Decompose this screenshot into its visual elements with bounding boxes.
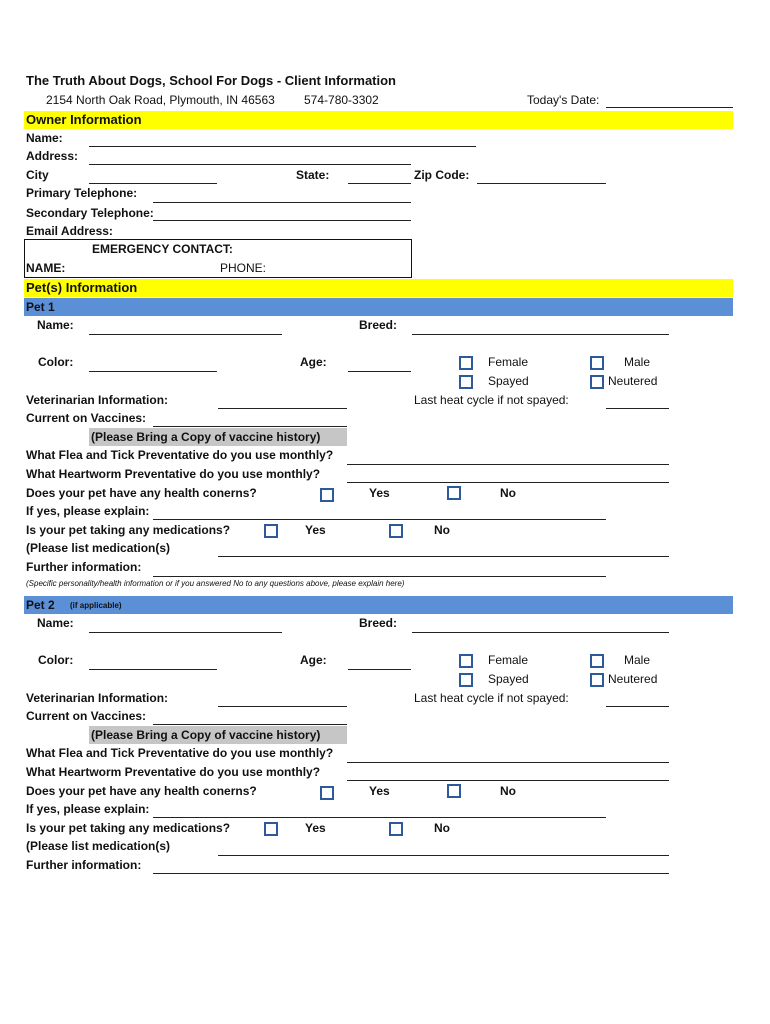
pet2-spayed-label: Spayed: [488, 672, 529, 686]
pet1-further-field[interactable]: [153, 576, 606, 577]
pet2-male-checkbox[interactable]: [590, 654, 604, 668]
pet2-header: [24, 596, 733, 614]
pet1-explain-field[interactable]: [153, 519, 606, 520]
pet1-color-field[interactable]: [89, 371, 217, 372]
pet2-title: Pet 2: [26, 598, 55, 612]
pet2-color-label: Color:: [38, 653, 74, 667]
owner-address-field[interactable]: [89, 164, 411, 165]
pet1-vaccines-field[interactable]: [153, 426, 347, 427]
pet1-name-label: Name:: [37, 318, 74, 332]
pet1-heartworm-field[interactable]: [347, 482, 669, 483]
pet2-meds-yes-label: Yes: [305, 821, 326, 835]
pet2-female-checkbox[interactable]: [459, 654, 473, 668]
pet1-male-checkbox[interactable]: [590, 356, 604, 370]
owner-zip-label: Zip Code:: [414, 168, 470, 182]
pet2-vet-label: Veterinarian Information:: [26, 691, 169, 705]
emergency-name-label: NAME:: [26, 261, 66, 275]
pet1-male-label: Male: [624, 355, 651, 369]
todays-date-field[interactable]: [606, 107, 733, 108]
pet2-vaccines-field[interactable]: [153, 724, 347, 725]
pet1-flea-label: What Flea and Tick Preventative do you use monthly?: [26, 448, 334, 462]
pet1-vaccine-note: (Please Bring a Copy of vaccine history): [91, 430, 321, 444]
owner-city-label: City: [26, 168, 49, 182]
owner-section-title: Owner Information: [26, 112, 142, 127]
pet2-color-field[interactable]: [89, 669, 217, 670]
owner-city-field[interactable]: [89, 183, 217, 184]
pet1-female-checkbox[interactable]: [459, 356, 473, 370]
pet2-vaccines-label: Current on Vaccines:: [26, 709, 147, 723]
pet2-note: (if applicable): [70, 601, 122, 610]
owner-address-label: Address:: [26, 149, 79, 163]
pet1-heartworm-label: What Heartworm Preventative do you use monthly?: [26, 467, 321, 481]
pet2-age-field[interactable]: [348, 669, 411, 670]
pet2-breed-label: Breed:: [359, 616, 398, 630]
pet2-medications-label: Is your pet taking any medications?: [26, 821, 231, 835]
pet2-health-yes-checkbox[interactable]: [320, 786, 334, 800]
todays-date-label: Today's Date:: [527, 93, 600, 107]
pet2-explain-label: If yes, please explain:: [26, 802, 150, 816]
pet1-flea-field[interactable]: [347, 464, 669, 465]
pet2-health-no-label: No: [500, 784, 516, 798]
pet2-flea-label: What Flea and Tick Preventative do you use monthly?: [26, 746, 334, 760]
pet2-vaccine-note: (Please Bring a Copy of vaccine history): [91, 728, 321, 742]
pet1-color-label: Color:: [38, 355, 74, 369]
emergency-contact-label: EMERGENCY CONTACT:: [92, 242, 233, 256]
owner-name-label: Name:: [26, 131, 63, 145]
pet1-last-heat-label: Last heat cycle if not spayed:: [414, 393, 569, 407]
pet1-vet-field[interactable]: [218, 408, 347, 409]
primary-phone-field[interactable]: [153, 202, 411, 203]
pet2-age-label: Age:: [300, 653, 327, 667]
pet2-further-label: Further information:: [26, 858, 142, 872]
pet1-header: [24, 298, 733, 316]
pet1-vet-label: Veterinarian Information:: [26, 393, 169, 407]
pet1-list-meds-field[interactable]: [218, 556, 669, 557]
pet1-medications-label: Is your pet taking any medications?: [26, 523, 231, 537]
pet2-neutered-checkbox[interactable]: [590, 673, 604, 687]
pet2-health-yes-label: Yes: [369, 784, 390, 798]
pet1-age-field[interactable]: [348, 371, 411, 372]
pet1-footnote: (Specific personality/health information or if you answered No to any questions above, please explain here): [26, 579, 405, 588]
pet1-list-meds-label: (Please list medication(s): [26, 541, 171, 555]
emergency-phone-label: PHONE:: [220, 261, 267, 275]
pet1-neutered-checkbox[interactable]: [590, 375, 604, 389]
pet1-meds-yes-label: Yes: [305, 523, 326, 537]
pet1-explain-label: If yes, please explain:: [26, 504, 150, 518]
pet2-last-heat-label: Last heat cycle if not spayed:: [414, 691, 569, 705]
owner-state-label: State:: [296, 168, 330, 182]
pet1-health-no-checkbox[interactable]: [447, 486, 461, 500]
pet2-last-heat-field[interactable]: [606, 706, 669, 707]
pet1-meds-yes-checkbox[interactable]: [264, 524, 278, 538]
pet1-female-label: Female: [488, 355, 529, 369]
pet2-meds-no-checkbox[interactable]: [389, 822, 403, 836]
secondary-phone-field[interactable]: [153, 220, 411, 221]
pet1-meds-no-checkbox[interactable]: [389, 524, 403, 538]
pet1-vaccines-label: Current on Vaccines:: [26, 411, 147, 425]
primary-phone-label: Primary Telephone:: [26, 186, 138, 200]
pet2-name-label: Name:: [37, 616, 74, 630]
pet1-spayed-label: Spayed: [488, 374, 529, 388]
pet1-further-label: Further information:: [26, 560, 142, 574]
pet1-health-label: Does your pet have any health conerns?: [26, 486, 257, 500]
pet2-vet-field[interactable]: [218, 706, 347, 707]
pet1-title: Pet 1: [26, 300, 55, 314]
pet1-meds-no-label: No: [434, 523, 450, 537]
pet2-flea-field[interactable]: [347, 762, 669, 763]
pet1-neutered-label: Neutered: [608, 374, 658, 388]
pet1-spayed-checkbox[interactable]: [459, 375, 473, 389]
form-title: The Truth About Dogs, School For Dogs - Client Information: [26, 73, 396, 88]
pet1-breed-field[interactable]: [412, 334, 669, 335]
pet1-health-yes-label: Yes: [369, 486, 390, 500]
pet2-list-meds-field[interactable]: [218, 855, 669, 856]
pet1-last-heat-field[interactable]: [606, 408, 669, 409]
school-address: 2154 North Oak Road, Plymouth, IN 46563: [46, 93, 275, 107]
pet2-meds-yes-checkbox[interactable]: [264, 822, 278, 836]
pet1-health-yes-checkbox[interactable]: [320, 488, 334, 502]
pet2-health-no-checkbox[interactable]: [447, 784, 461, 798]
pet2-breed-field[interactable]: [412, 632, 669, 633]
pet2-name-field[interactable]: [89, 632, 282, 633]
owner-zip-field[interactable]: [477, 183, 606, 184]
pet2-further-field[interactable]: [153, 873, 669, 874]
pet2-male-label: Male: [624, 653, 651, 667]
pet1-age-label: Age:: [300, 355, 327, 369]
pet2-spayed-checkbox[interactable]: [459, 673, 473, 687]
pets-section-title: Pet(s) Information: [26, 280, 138, 295]
pet1-breed-label: Breed:: [359, 318, 398, 332]
owner-state-field[interactable]: [348, 183, 411, 184]
pet2-meds-no-label: No: [434, 821, 450, 835]
pet2-explain-field[interactable]: [153, 817, 606, 818]
email-label: Email Address:: [26, 224, 113, 238]
secondary-phone-label: Secondary Telephone:: [26, 206, 154, 220]
pet2-neutered-label: Neutered: [608, 672, 658, 686]
pet2-female-label: Female: [488, 653, 529, 667]
pet1-health-no-label: No: [500, 486, 516, 500]
pet2-heartworm-label: What Heartworm Preventative do you use monthly?: [26, 765, 321, 779]
pet1-name-field[interactable]: [89, 334, 282, 335]
owner-name-field[interactable]: [89, 146, 476, 147]
school-phone: 574-780-3302: [304, 93, 379, 107]
pet2-health-label: Does your pet have any health conerns?: [26, 784, 257, 798]
pet2-list-meds-label: (Please list medication(s): [26, 839, 171, 853]
pet2-heartworm-field[interactable]: [347, 780, 669, 781]
